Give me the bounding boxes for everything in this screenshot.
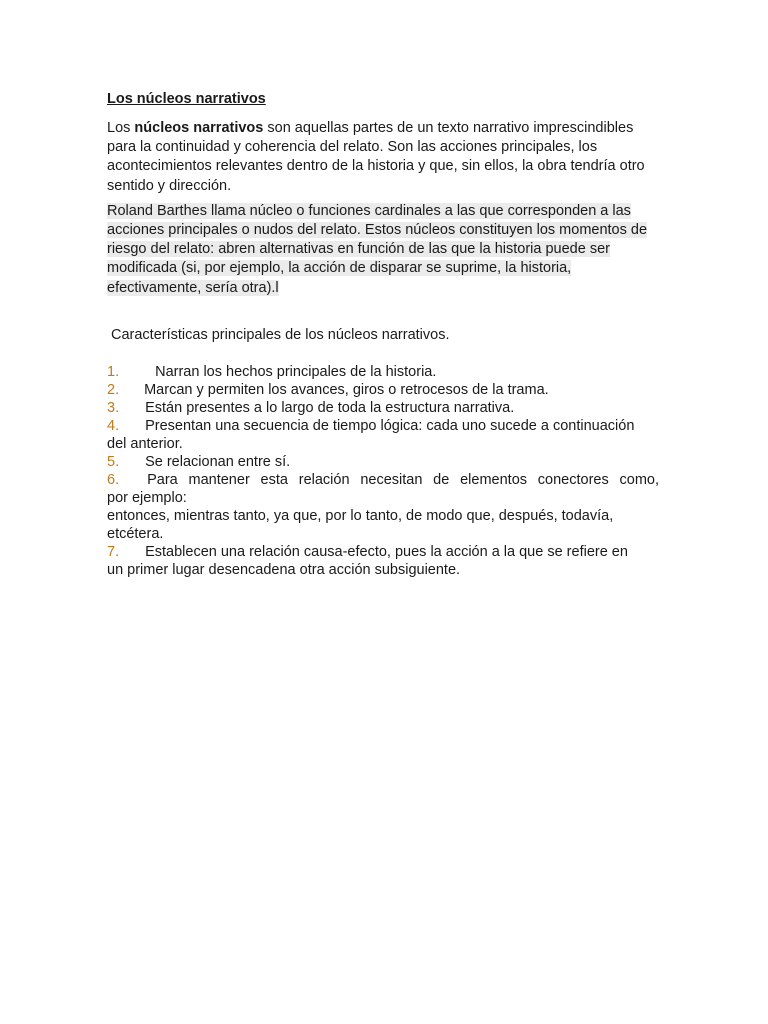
- intro-bold-term: núcleos narrativos: [134, 120, 264, 136]
- list-text: Establecen una relación causa-efecto, pues la acción a la que se refiere en: [145, 543, 628, 560]
- list-item-first-line: [107, 471, 659, 489]
- list-text: Se relacionan entre sí.: [145, 453, 291, 470]
- barthes-quote-text: Roland Barthes llama núcleo o funciones cardinales a las que corresponden a las acciones principales o nudos del relato. Estos núcleos constituyen los momentos de riesgo del relato: abren alternativas en función de las que la historia puede ser modificada (si, por ejemplo, la acción de disparar se suprime, la historia, efectivamente, sería otra).l: [107, 202, 648, 296]
- list-text-continued: entonces, mientras tanto, ya que, por lo tanto, de modo que, después, todavía,: [107, 507, 614, 524]
- list-item: [107, 471, 659, 543]
- list-text-continued: un primer lugar desencadena otra acción subsiguiente.: [107, 561, 461, 578]
- list-item: [107, 543, 659, 579]
- characteristics-list: [107, 363, 659, 579]
- list-number: 4.: [107, 417, 120, 434]
- list-number: 3.: [107, 399, 120, 416]
- list-item: [107, 399, 659, 417]
- list-text-continued: del anterior.: [107, 435, 183, 452]
- list-text: Presentan una secuencia de tiempo lógica: cada uno sucede a continuación: [145, 417, 635, 434]
- intro-paragraph: [107, 119, 659, 196]
- intro-rest: son aquellas partes de un texto narrativo imprescindibles para la continuidad y coherencia del relato. Son las acciones principales, los acontecimientos relevantes dentro de la historia y que, sin ellos, la obra tendría otro sentido y dirección.: [107, 120, 645, 194]
- list-number: 1.: [107, 363, 120, 380]
- barthes-quote-paragraph: [107, 202, 659, 298]
- list-text-continued: etcétera.: [107, 525, 164, 542]
- list-item: [107, 453, 659, 471]
- list-number: 6.: [107, 471, 120, 488]
- list-text: Narran los hechos principales de la historia.: [155, 363, 437, 380]
- list-number: 2.: [107, 381, 120, 398]
- list-item: [107, 417, 659, 453]
- list-text: Para mantener esta relación necesitan de elementos conectores como,: [147, 471, 659, 488]
- list-text: Están presentes a lo largo de toda la estructura narrativa.: [145, 399, 515, 416]
- intro-prefix: Los: [107, 120, 135, 136]
- list-text: Marcan y permiten los avances, giros o retrocesos de la trama.: [144, 381, 549, 398]
- page-title: Los núcleos narrativos: [107, 91, 266, 107]
- list-number: 5.: [107, 453, 120, 470]
- document-page: [107, 90, 659, 579]
- list-number: 7.: [107, 543, 120, 560]
- list-item: [107, 363, 659, 381]
- list-text-continued: por ejemplo:: [107, 489, 187, 506]
- section-subtitle: Características principales de los núcleos narrativos.: [111, 326, 450, 343]
- list-item: [107, 381, 659, 399]
